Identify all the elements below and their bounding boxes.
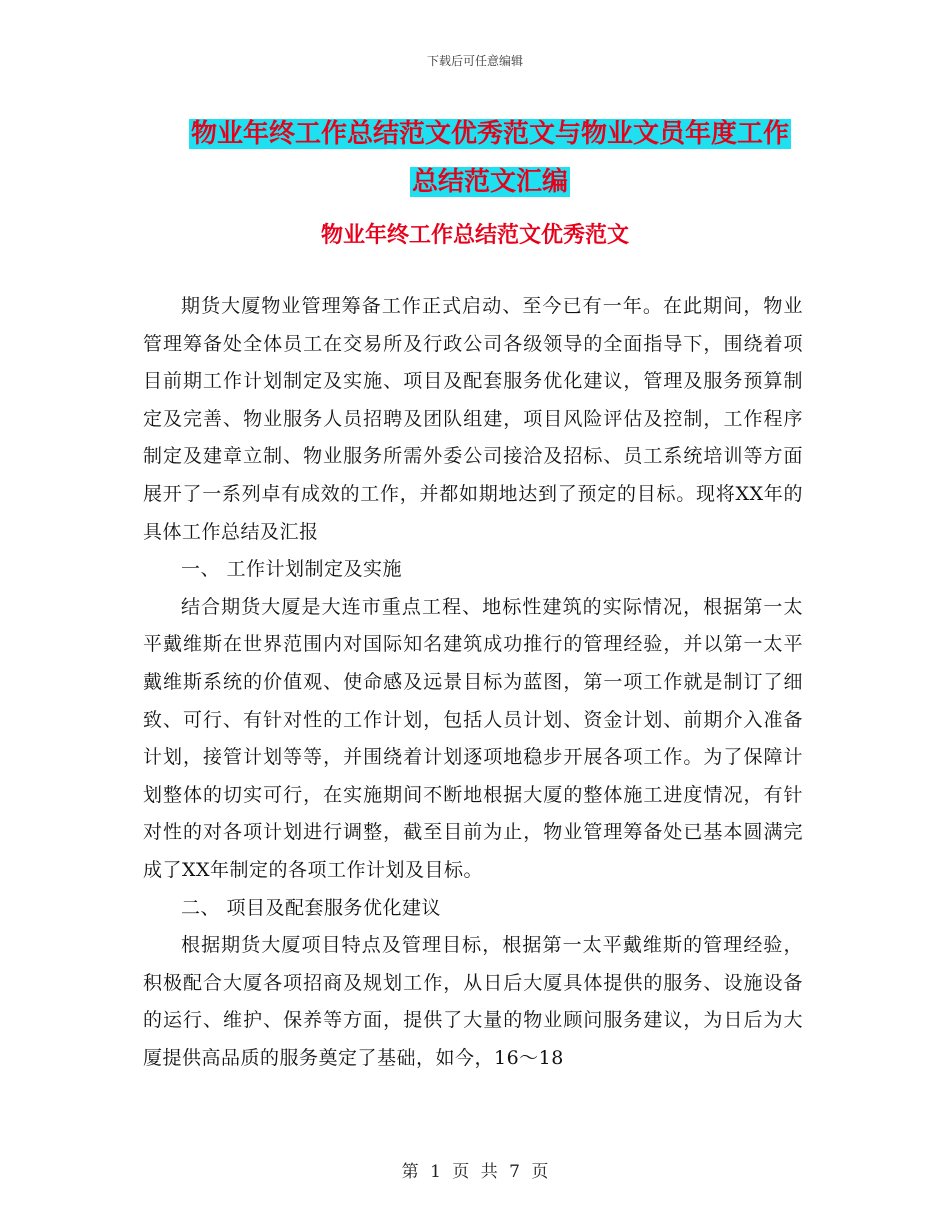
document-body bbox=[143, 288, 803, 1077]
title-line-2: 总结范文汇编 bbox=[411, 167, 568, 197]
paragraph-optimization: 根据期货大厦项目特点及管理目标，根据第一太平戴维斯的管理经验，积极配合大厦各项招商及规划工作，从日后大厦具体提供的服务、设施设备的运行、维护、保养等方面，提供了大量的物业顾问服务建议，为日后为大厦提供高品质的服务奠定了基础，如今，16～18 bbox=[143, 934, 803, 1069]
section-title: 物业年终工作总结范文优秀范文 bbox=[320, 223, 629, 248]
paragraph-intro: 期货大厦物业管理筹备工作正式启动、至今已有一年。在此期间，物业管理筹备处全体员工在交易所及行政公司各级领导的全面指导下，围绕着项目前期工作计划制定及实施、项目及配套服务优化建议，管理及服务预算制定及完善、物业服务人员招聘及团队组建，项目风险评估及控制，工作程序制定及建章立制、物业服务所需外委公司接洽及招标、员工系统培训等方面展开了一系列卓有成效的工作，并都如期地达到了预定的目标。现将XX年的具体工作总结及汇报 bbox=[143, 295, 803, 543]
page-header-note: 下载后可任意编辑 bbox=[426, 54, 523, 68]
page-footer: 第 1 页 共 7 页 bbox=[401, 1162, 549, 1182]
heading-optimization: 二、 项目及配套服务优化建议 bbox=[181, 896, 442, 919]
paragraph-work-plan: 结合期货大厦是大连市重点工程、地标性建筑的实际情况，根据第一太平戴维斯在世界范围内对国际知名建筑成功推行的管理经验，并以第一太平戴维斯系统的价值观、使命感及远景目标为蓝图，第一项工作就是制订了细致、可行、有针对性的工作计划，包括人员计划、资金计划、前期介入准备计划，接管计划等等，并围绕着计划逐项地稳步开展各项工作。为了保障计划整体的切实可行，在实施期间不断地根据大厦的整体施工进度情况，有针对性的对各项计划进行调整，截至目前为止，物业管理筹备处已基本圆满完成了XX年制定的各项工作计划及目标。 bbox=[143, 595, 803, 881]
title-line-1: 物业年终工作总结范文优秀范文与物业文员年度工作 bbox=[190, 119, 789, 149]
heading-work-plan: 一、 工作计划制定及实施 bbox=[181, 558, 403, 581]
document-title bbox=[140, 110, 840, 206]
